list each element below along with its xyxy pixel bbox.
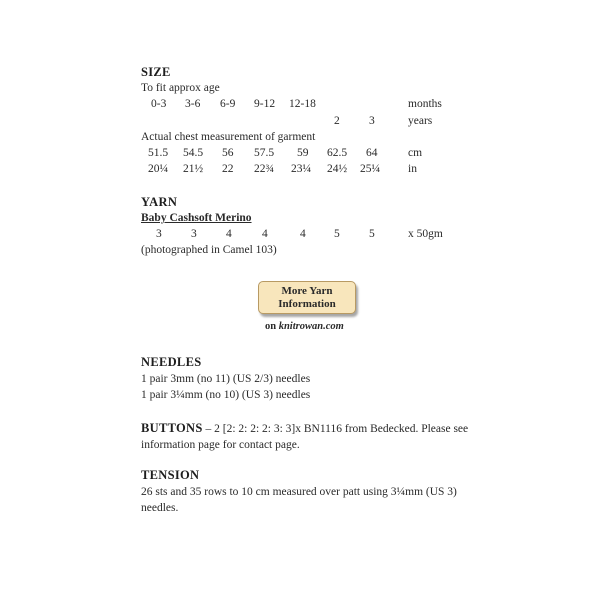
age-cell: 9-12 [254, 98, 276, 110]
cm-cell: 54.5 [183, 147, 204, 159]
cm-cell: 64 [366, 147, 378, 159]
age-cell: 12-18 [289, 98, 316, 110]
button-label-line1: More Yarn [281, 284, 333, 297]
year-cell: 2 [334, 115, 340, 127]
on-text: on [265, 321, 279, 332]
quantity-cell: 4 [300, 228, 306, 240]
quantity-unit: x 50gm [408, 228, 443, 240]
size-heading: SIZE [141, 65, 171, 79]
fit-age-label: To fit approx age [141, 82, 220, 94]
age-cell: 6-9 [220, 98, 236, 110]
quantity-cell: 3 [191, 228, 197, 240]
button-label-line2: Information [278, 297, 336, 310]
chest-label: Actual chest measurement of garment [141, 131, 316, 143]
inch-cell: 22 [222, 163, 234, 175]
age-cell: 3-6 [185, 98, 201, 110]
inch-cell: 25¼ [360, 163, 381, 175]
cm-unit: cm [408, 147, 423, 159]
tension-heading: TENSION [141, 468, 200, 482]
needles-heading: NEEDLES [141, 355, 202, 369]
buttons-heading: BUTTONS [141, 421, 203, 435]
needles-line-2: 1 pair 3¼mm (no 10) (US 3) needles [141, 389, 311, 401]
buttons-text: – 2 [2: 2: 2: 2: 3: 3]x BN1116 from Bedecked. Please see information page for contact page. [141, 423, 469, 451]
inch-cell: 22¾ [254, 163, 275, 175]
quantity-cell: 5 [334, 228, 340, 240]
ages-unit: months [408, 98, 442, 110]
cm-cell: 51.5 [148, 147, 169, 159]
cm-cell: 57.5 [254, 147, 275, 159]
inch-cell: 20¼ [148, 163, 169, 175]
yarn-heading: YARN [141, 195, 178, 209]
inch-cell: 24½ [327, 163, 348, 175]
quantity-cell: 5 [369, 228, 375, 240]
age-cell: 0-3 [151, 98, 167, 110]
yarn-name: Baby Cashsoft Merino [141, 212, 252, 224]
photographed-note: (photographed in Camel 103) [141, 244, 277, 256]
site-link[interactable]: knitrowan.com [278, 321, 344, 332]
buttons-paragraph [141, 420, 481, 453]
site-line [265, 320, 344, 334]
needles-line-1: 1 pair 3mm (no 11) (US 2/3) needles [141, 373, 311, 385]
more-yarn-info-button[interactable] [258, 281, 356, 314]
cm-cell: 59 [297, 147, 309, 159]
cm-cell: 56 [222, 147, 234, 159]
inch-unit: in [408, 163, 417, 175]
cm-cell: 62.5 [327, 147, 348, 159]
tension-text: 26 sts and 35 rows to 10 cm measured over patt using 3¼mm (US 3) needles. [141, 486, 457, 514]
years-unit: years [408, 115, 433, 127]
quantity-cell: 4 [262, 228, 268, 240]
inch-cell: 23¼ [291, 163, 312, 175]
quantity-cell: 3 [156, 228, 162, 240]
quantity-cell: 4 [226, 228, 232, 240]
year-cell: 3 [369, 115, 375, 127]
inch-cell: 21½ [183, 163, 204, 175]
